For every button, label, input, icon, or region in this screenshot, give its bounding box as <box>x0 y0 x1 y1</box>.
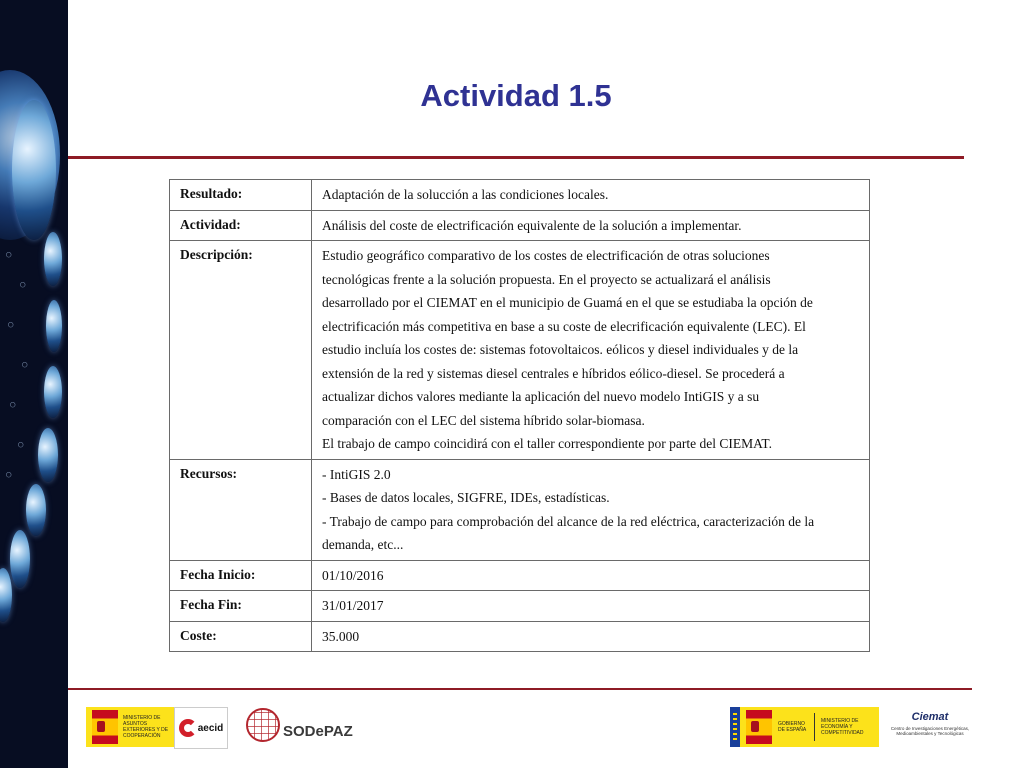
row-label: Actividad: <box>170 210 312 241</box>
value-line: electrificación más competitiva en base a su coste de elecrificación equivalente (LEC). El <box>322 318 806 334</box>
value-line: Análisis del coste de electrificación equivalente de la solución a implementar. <box>322 217 742 233</box>
glyph-decoration: ○ <box>18 440 24 450</box>
maec-panel <box>86 707 177 747</box>
value-line: comparación con el LEC del sistema híbrido solar-biomasa. <box>322 412 645 428</box>
glyph-decoration: ○ <box>6 250 12 260</box>
value-line: Adaptación de la solucción a las condiciones locales. <box>322 187 609 202</box>
sodepaz-globe-icon <box>246 708 280 742</box>
ciemat-logo <box>888 707 972 747</box>
orb-decoration <box>26 484 46 536</box>
value-line: 01/10/2016 <box>322 567 384 583</box>
logo-separator <box>814 713 815 741</box>
slide-title: Actividad 1.5 <box>420 78 612 113</box>
row-label: Descripción: <box>170 241 312 460</box>
title-divider <box>68 156 964 159</box>
value-line: 35.000 <box>322 628 360 644</box>
eu-flag-icon <box>730 707 740 747</box>
footer-divider <box>68 688 972 690</box>
row-value <box>312 591 870 622</box>
aecid-panel <box>174 707 228 749</box>
aecid-label: aecid <box>197 722 224 734</box>
row-value <box>312 241 870 460</box>
row-label: Coste: <box>170 621 312 652</box>
value-line: El trabajo de campo coincidirá con el taller correspondiente por parte del CIEMAT. <box>322 436 772 451</box>
gobierno-panel <box>740 707 879 747</box>
value-line: 31/01/2017 <box>322 598 384 613</box>
gobierno-label: GOBIERNO DE ESPAÑA <box>778 721 807 733</box>
footer-logos <box>68 700 1024 760</box>
glyph-decoration: ○ <box>10 400 16 410</box>
gobierno-logo <box>730 707 879 747</box>
sodepaz-label: SODePAZ <box>283 722 353 740</box>
row-value <box>312 459 870 560</box>
table-row <box>170 241 870 460</box>
table-row <box>170 210 870 241</box>
orb-decoration <box>38 428 58 482</box>
row-label: Fecha Fin: <box>170 591 312 622</box>
maec-label: MINISTERIO DE ASUNTOS EXTERIORES Y DE COOPERACIÓN <box>123 715 169 739</box>
glyph-decoration: ○ <box>20 280 26 290</box>
spain-shield-icon <box>746 710 772 744</box>
table-row <box>170 591 870 622</box>
value-line: estudio incluía los costes de: sistemas fotovoltaicos. eólicos y diesel individuales y de la <box>322 342 799 357</box>
mineco-label: MINISTERIO DE ECONOMÍA Y COMPETITIVIDAD <box>821 718 864 736</box>
row-label: Recursos: <box>170 459 312 560</box>
orb-decoration <box>44 366 62 418</box>
orb-decoration <box>0 568 12 622</box>
value-line: demanda, etc... <box>322 537 404 552</box>
row-value <box>312 180 870 211</box>
table-row <box>170 459 870 560</box>
glyph-decoration: ○ <box>8 320 14 330</box>
value-line: extensión de la red y sistemas diesel centrales e híbridos eólico-diesel. Se procederá a <box>322 365 785 381</box>
ciemat-subtitle: Centro de Investigaciones Energéticas, Medioambientales y Tecnológicas <box>890 726 970 736</box>
value-line: - Trabajo de campo para comprobación del alcance de la red eléctrica, caracterización de la <box>322 513 815 529</box>
value-line: desarrollado por el CIEMAT en el municipio de Guamá en el que se estudiaba la opción de <box>322 295 813 310</box>
orb-decoration <box>12 100 56 240</box>
ciemat-panel <box>888 707 972 747</box>
spain-flag-icon <box>92 710 118 744</box>
orb-decoration <box>46 300 62 352</box>
aecid-logo <box>174 707 228 749</box>
orb-decoration <box>10 530 30 588</box>
activity-table <box>169 179 870 652</box>
glyph-decoration: ○ <box>22 360 28 370</box>
maec-logo <box>86 707 177 747</box>
value-line: actualizar dichos valores mediante la aplicación del nuevo modelo IntiGIS y a su <box>322 389 760 404</box>
ciemat-label: Ciemat <box>911 711 949 723</box>
value-line: Estudio geográfico comparativo de los costes de electrificación de otras soluciones <box>322 248 770 263</box>
row-label: Resultado: <box>170 180 312 211</box>
aecid-c-icon <box>179 719 197 737</box>
value-line: - Bases de datos locales, SIGFRE, IDEs, estadísticas. <box>322 490 610 505</box>
value-line: - IntiGIS 2.0 <box>322 466 391 482</box>
glyph-decoration: ○ <box>6 470 12 480</box>
value-line: tecnológicas frente a la solución propuesta. En el proyecto se actualizará el análisis <box>322 271 771 287</box>
table-row <box>170 560 870 591</box>
sodepaz-logo <box>246 708 353 742</box>
orb-decoration <box>44 232 62 286</box>
row-value <box>312 210 870 241</box>
decorative-side-strip <box>0 0 68 768</box>
row-value <box>312 560 870 591</box>
row-label: Fecha Inicio: <box>170 560 312 591</box>
row-value <box>312 621 870 652</box>
table-row <box>170 621 870 652</box>
table-row <box>170 180 870 211</box>
